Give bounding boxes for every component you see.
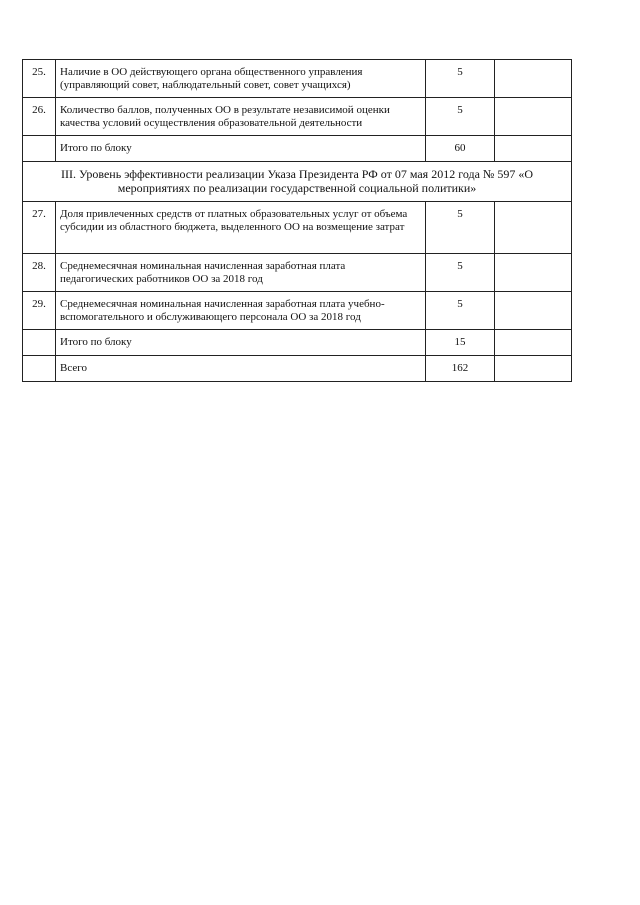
subtotal-label: Итого по блоку xyxy=(56,136,426,162)
section-header: III. Уровень эффективности реализации Указа Президента РФ от 07 мая 2012 года № 597 «О мероприятиях по реализации государственной социальной политики» xyxy=(23,162,572,202)
row-number: 27. xyxy=(23,202,56,254)
table-row-subtotal xyxy=(23,330,572,356)
criterion-text: Наличие в ОО действующего органа общественного управления (управляющий совет, наблюдательный совет, совет учащихся) xyxy=(56,60,426,98)
criterion-score: 5 xyxy=(426,98,495,136)
criterion-score: 5 xyxy=(426,254,495,292)
criterion-text: Количество баллов, полученных ОО в результате независимой оценки качества условий осуществления образовательной деятельности xyxy=(56,98,426,136)
row-number: 25. xyxy=(23,60,56,98)
empty-cell xyxy=(495,330,572,356)
table-row xyxy=(23,60,572,98)
empty-cell xyxy=(495,202,572,254)
empty-cell xyxy=(495,98,572,136)
table-row xyxy=(23,202,572,254)
criterion-text: Доля привлеченных средств от платных образовательных услуг от объема субсидии из областного бюджета, выделенного ОО на возмещение затрат xyxy=(56,202,426,254)
criterion-text: Среднемесячная номинальная начисленная заработная плата учебно-вспомогательного и обслуживающего персонала ОО за 2018 год xyxy=(56,292,426,330)
criteria-table xyxy=(22,59,572,382)
empty-cell xyxy=(495,356,572,382)
criterion-score: 5 xyxy=(426,202,495,254)
empty-cell xyxy=(495,254,572,292)
total-score: 162 xyxy=(426,356,495,382)
table-row-subtotal xyxy=(23,136,572,162)
row-number xyxy=(23,356,56,382)
criterion-text: Среднемесячная номинальная начисленная заработная плата педагогических работников ОО за 2018 год xyxy=(56,254,426,292)
subtotal-score: 15 xyxy=(426,330,495,356)
row-number: 28. xyxy=(23,254,56,292)
row-number xyxy=(23,136,56,162)
criterion-score: 5 xyxy=(426,60,495,98)
table-row xyxy=(23,254,572,292)
section-header-row xyxy=(23,162,572,202)
row-number xyxy=(23,330,56,356)
row-number: 29. xyxy=(23,292,56,330)
total-label: Всего xyxy=(56,356,426,382)
empty-cell xyxy=(495,60,572,98)
table-row xyxy=(23,98,572,136)
subtotal-label: Итого по блоку xyxy=(56,330,426,356)
row-number: 26. xyxy=(23,98,56,136)
empty-cell xyxy=(495,292,572,330)
criterion-score: 5 xyxy=(426,292,495,330)
table-row xyxy=(23,292,572,330)
subtotal-score: 60 xyxy=(426,136,495,162)
empty-cell xyxy=(495,136,572,162)
table-row-total xyxy=(23,356,572,382)
